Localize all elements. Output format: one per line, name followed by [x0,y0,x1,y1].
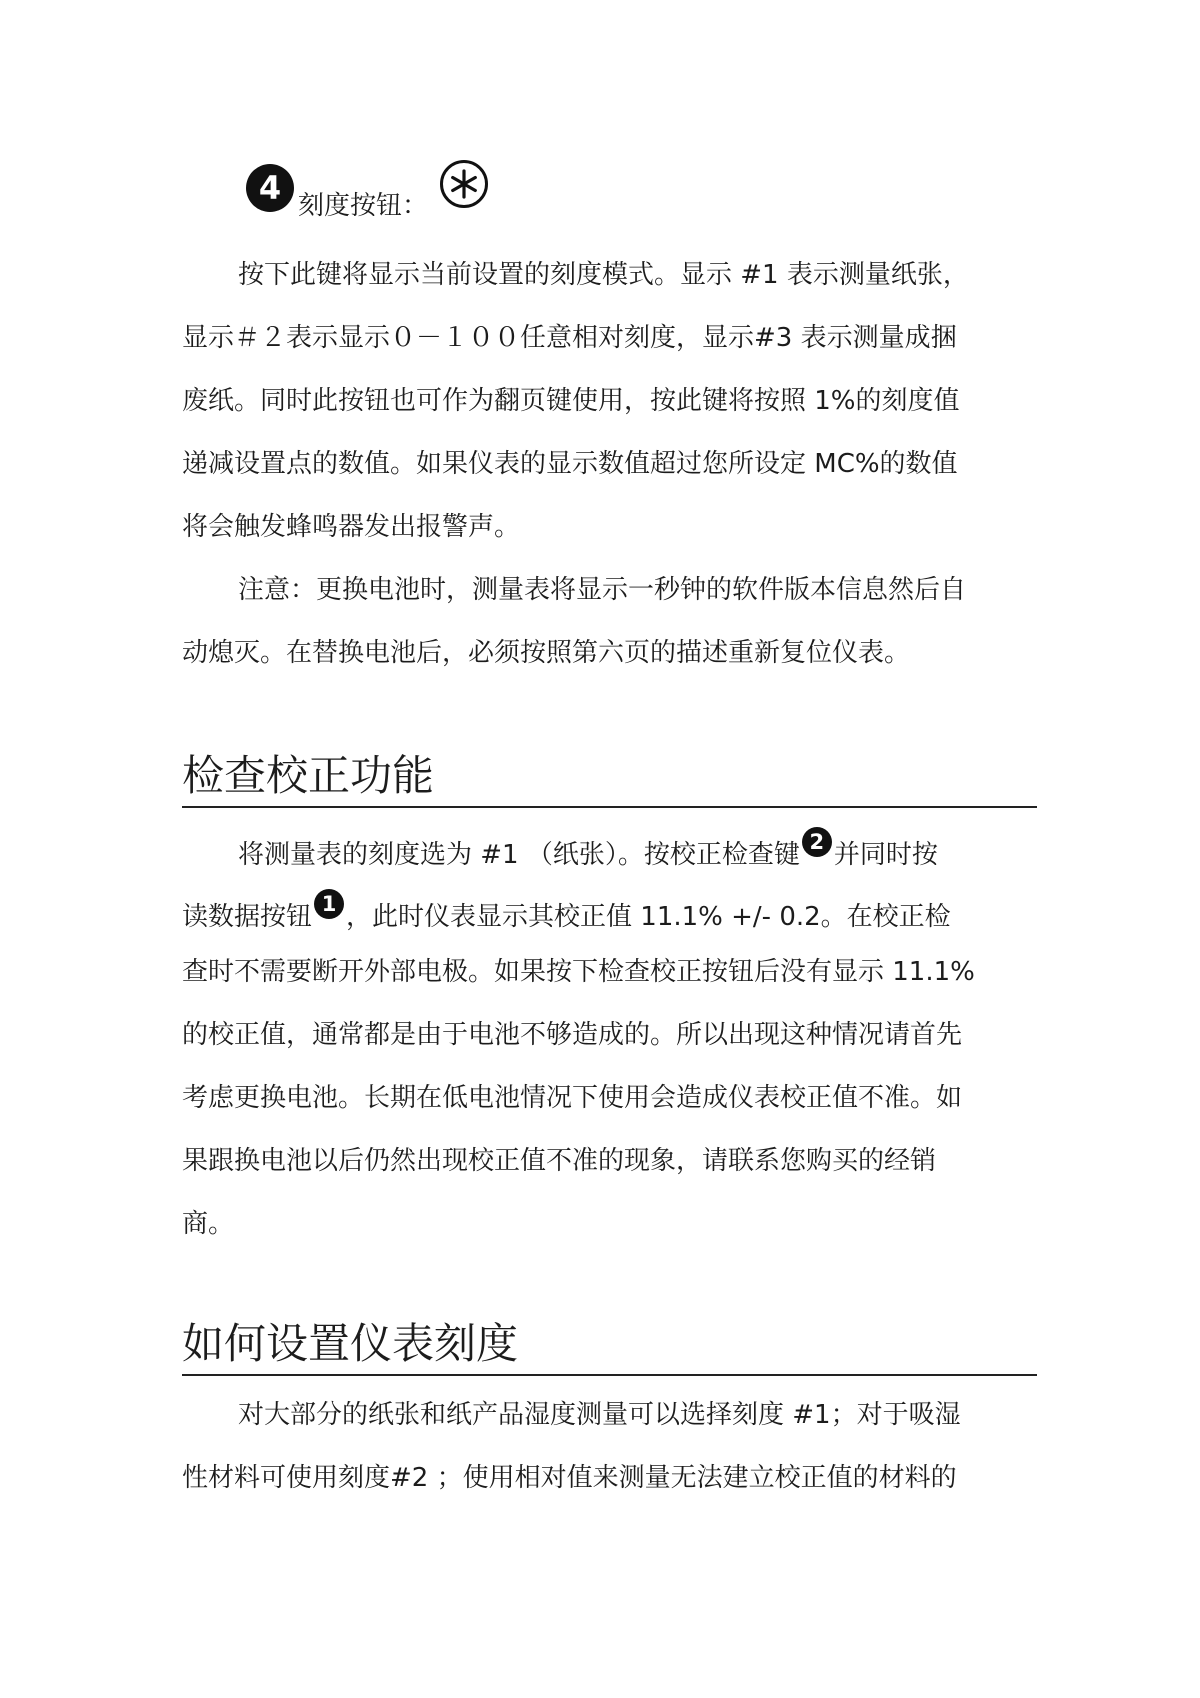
number-badge-1: 1 [314,889,344,919]
paragraph-line: 递减设置点的数值。如果仪表的显示数值超过您所设定 MC%的数值 [182,449,958,479]
section-heading-check-calibration: 检查校正功能 [182,748,1037,808]
text-segment: 并同时按 [833,840,938,870]
paragraph-line: 查时不需要断开外部电极。如果按下检查校正按钮后没有显示 11.1% [182,957,975,987]
paragraph-line [182,889,1022,937]
note-line: 注意：更换电池时，测量表将显示一秒钟的软件版本信息然后自 [238,575,967,605]
paragraph-line: 性材料可使用刻度#2 ；使用相对值来测量无法建立校正值的材料的 [182,1463,957,1493]
paragraph-line: 考虑更换电池。长期在低电池情况下使用会造成仪表校正值不准。如 [182,1083,963,1113]
section-heading-set-scale: 如何设置仪表刻度 [182,1316,1037,1376]
paragraph-line: 将会触发蜂鸣器发出报警声。 [182,512,521,542]
paragraph-line: 按下此键将显示当前设置的刻度模式。显示 #1 表示测量纸张， [238,260,969,290]
paragraph-line: 对大部分的纸张和纸产品湿度测量可以选择刻度 #1；对于吸湿 [238,1400,961,1430]
text-segment: 读数据按钮 [182,902,313,932]
number-badge-4: 4 [246,164,294,212]
asterisk-glyph-icon [443,163,485,205]
number-badge-2: 2 [802,827,832,857]
paragraph-line: 商。 [182,1209,235,1239]
paragraph-line: 显示＃２表示显示０－１００任意相对刻度，显示#3 表示测量成捆 [182,323,957,353]
text-segment: ，此时仪表显示其校正值 11.1% +/- 0.2。在校正检 [346,902,951,932]
scale-key-label: 刻度按钮： [298,191,429,221]
paragraph-line [238,827,1022,875]
text-segment: 将测量表的刻度选为 #1 （纸张）。按校正检查键 [238,840,800,870]
paragraph-line: 的校正值，通常都是由于电池不够造成的。所以出现这种情况请首先 [182,1020,963,1050]
paragraph-line: 废纸。同时此按钮也可作为翻页键使用，按此键将按照 1%的刻度值 [182,386,960,416]
paragraph-line: 果跟换电池以后仍然出现校正值不准的现象，请联系您购买的经销 [182,1146,937,1176]
note-line: 动熄灭。在替换电池后，必须按照第六页的描述重新复位仪表。 [182,638,911,668]
asterisk-key-icon [440,160,488,208]
